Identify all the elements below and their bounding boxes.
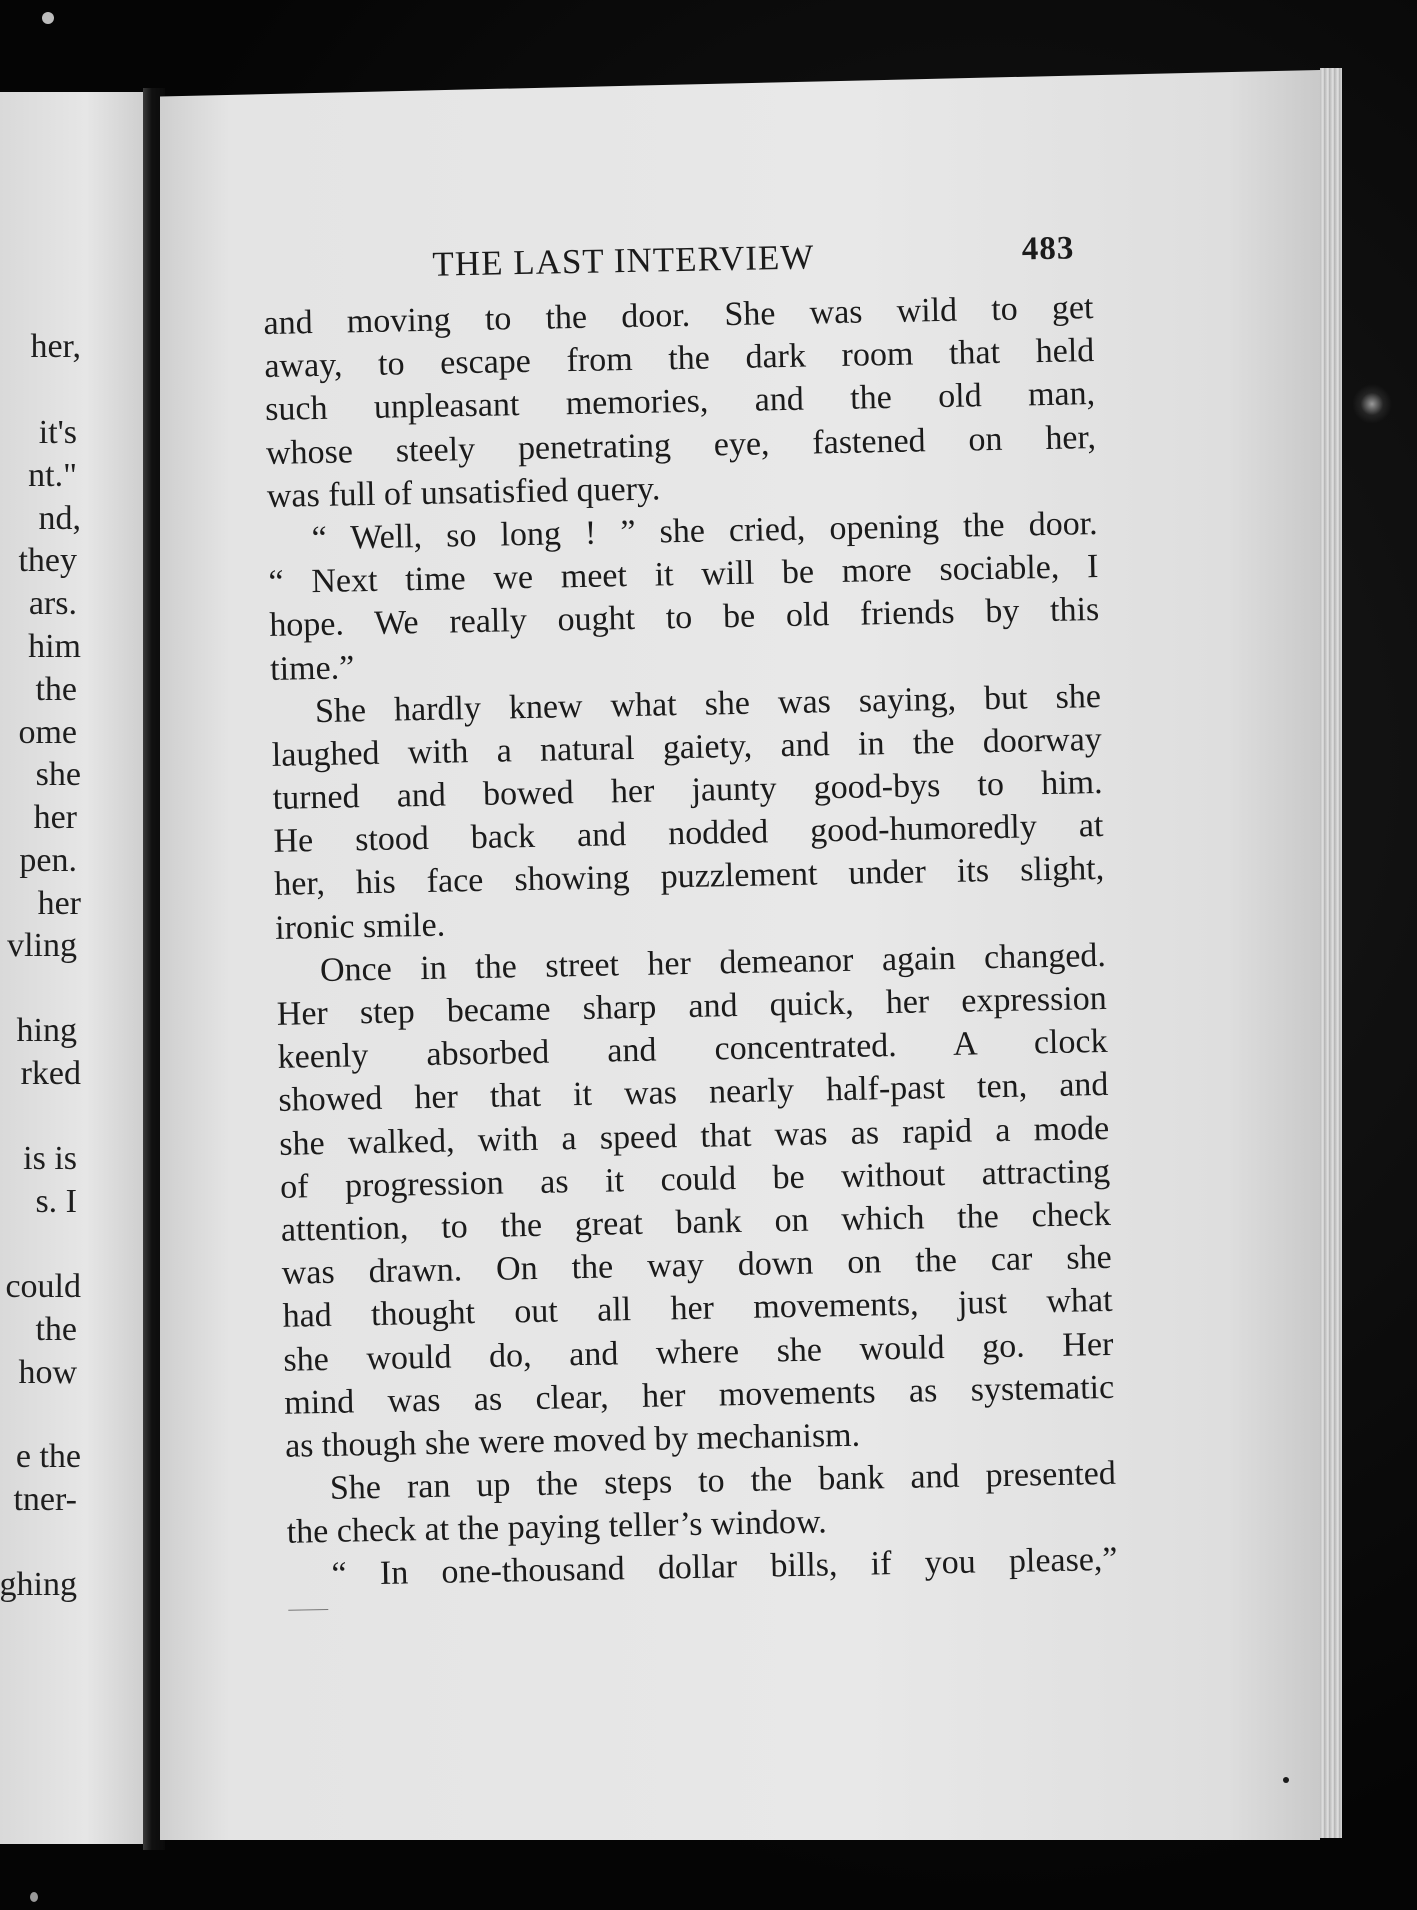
previous-page-line: ome (18, 714, 77, 751)
body-text (263, 286, 1118, 1597)
text-line: as though she were moved by mechanism. (284, 1416, 861, 1465)
previous-page-line: how (18, 1354, 77, 1391)
previous-page-line: pen. (19, 842, 77, 879)
text-line: “ In one-thousand dollar bills, if you please,” (331, 1541, 1118, 1594)
text-line: the check at the paying teller’s window. (286, 1503, 828, 1552)
text-line: showed her that it was nearly half-past ten, and (278, 1066, 1109, 1120)
previous-page-line: e the (15, 1438, 81, 1475)
dust-speck (30, 1892, 38, 1902)
text-line: was drawn. On the way down on the car she (281, 1239, 1113, 1292)
previous-page-line: him (28, 628, 81, 665)
previous-page-line: vling (7, 927, 77, 964)
text-line: time.” (269, 648, 355, 688)
text-line: of progression as it could be without attracting (279, 1152, 1111, 1206)
dust-speck (1283, 1777, 1289, 1783)
page-number: 483 (1021, 230, 1075, 268)
text-line: keenly absorbed and concentrated. A clock (277, 1023, 1108, 1077)
page-edge (1320, 68, 1342, 1838)
text-line: and moving to the door. She was wild to get (263, 289, 1094, 342)
text-line: such unpleasant memories, and the old man, (264, 375, 1096, 429)
text-line: laughed with a natural gaiety, and in the doorway (271, 720, 1103, 774)
previous-page-line: the (35, 1311, 77, 1348)
previous-page-line: nt." (28, 457, 77, 494)
text-line: was full of unsatisfied query. (266, 470, 661, 515)
previous-page-line: her (33, 799, 77, 836)
text-line: “ Well, so long ! ” she cried, opening the door. (311, 504, 1098, 558)
previous-page-line: it's (38, 414, 77, 451)
previous-page-line: ghing (0, 1566, 77, 1603)
text-line: whose steely penetrating eye, fastened on her, (265, 418, 1097, 472)
light-glare (1352, 384, 1392, 424)
previous-page-line: is is (23, 1140, 77, 1177)
page-text-block (262, 226, 1118, 1598)
previous-page-line: could (5, 1268, 81, 1305)
text-line: He stood back and nodded good-humoredly at (273, 807, 1104, 861)
previous-page-line: tner- (13, 1481, 77, 1518)
previous-page-line: ars. (28, 585, 77, 622)
previous-page-line: hing (16, 1012, 77, 1049)
text-line: her, his face showing puzzlement under its slight, (273, 850, 1105, 904)
previous-page-line: her (37, 885, 81, 922)
text-line: She ran up the steps to the bank and presented (329, 1454, 1117, 1507)
text-line: “ Next time we meet it will be more sociable, I (268, 548, 1099, 602)
text-line: had thought out all her movements, just what (282, 1282, 1113, 1336)
text-line: mind was as clear, her movements as systematic (283, 1368, 1115, 1422)
text-line: Once in the street her demeanor again changed. (319, 936, 1107, 989)
previous-page-line: she (35, 756, 81, 793)
previous-page-line: rked (20, 1055, 81, 1092)
previous-page-line: the (35, 671, 77, 708)
previous-page-line: her, (30, 328, 81, 365)
text-line: hope. We really ought to be old friends by this (269, 591, 1100, 645)
text-line: she would do, and where she would go. Her (283, 1325, 1114, 1379)
running-head-title: THE LAST INTERVIEW (432, 237, 815, 284)
text-line: Her step became sharp and quick, her expression (276, 979, 1108, 1033)
text-line: She hardly knew what she was saying, but she (314, 677, 1102, 730)
text-line: she walked, with a speed that was as rapid a mode (278, 1109, 1110, 1163)
text-line: attention, to the great bank on which the check (280, 1195, 1112, 1249)
text-line: turned and bowed her jaunty good-bys to him. (272, 764, 1103, 817)
previous-page-line: nd, (38, 500, 81, 537)
previous-page-line: they (18, 542, 77, 579)
previous-page-line: s. I (35, 1183, 77, 1220)
text-line: ironic smile. (274, 906, 446, 947)
text-line: away, to escape from the dark room that held (264, 332, 1095, 386)
previous-page-fragment (0, 92, 143, 1844)
dust-speck (42, 12, 54, 24)
